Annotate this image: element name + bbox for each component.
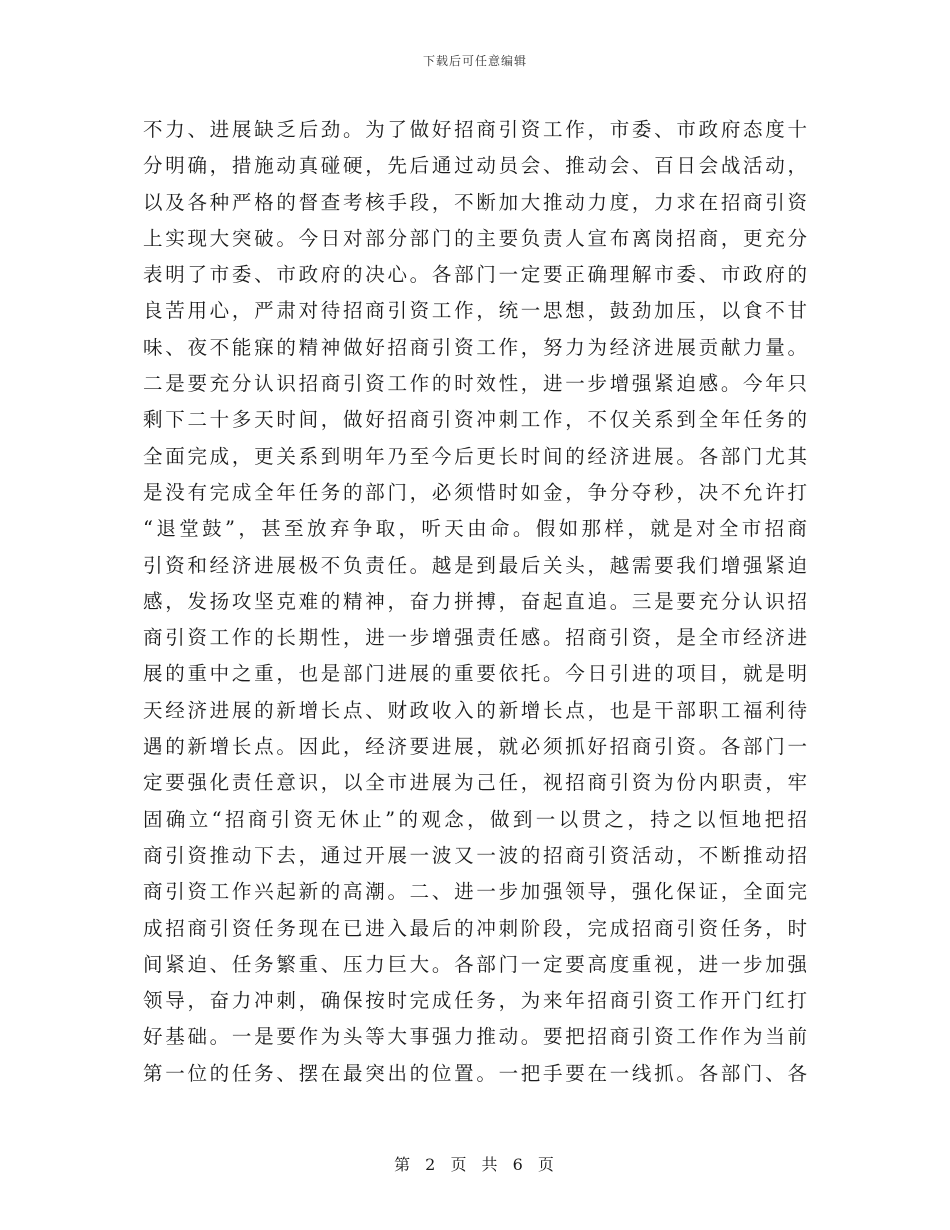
text-line: 以及各种严格的督查考核手段，不断加大推动力度，力求在招商引资 bbox=[143, 190, 807, 214]
text-line: 第一位的任务、摆在最突出的位置。一把手要在一线抓。各部门、各 bbox=[143, 1061, 807, 1085]
text-line: 良苦用心，严肃对待招商引资工作，统一思想，鼓劲加压，以食不甘 bbox=[143, 299, 807, 323]
text-line: 商引资推动下去，通过开展一波又一波的招商引资活动，不断推动招 bbox=[143, 843, 807, 867]
text-line: 展的重中之重，也是部门进展的重要依托。今日引进的项目，就是明 bbox=[143, 662, 807, 686]
text-line: 味、夜不能寐的精神做好招商引资工作，努力为经济进展贡献力量。 bbox=[143, 335, 807, 359]
text-line: 领导，奋力冲刺，确保按时完成任务，为来年招商引资工作开门红打 bbox=[143, 989, 807, 1013]
document-body bbox=[143, 112, 807, 1092]
text-line: 间紧迫、任务繁重、压力巨大。各部门一定要高度重视，进一步加强 bbox=[143, 952, 807, 976]
text-line: “退堂鼓”，甚至放弃争取，听天由命。假如那样，就是对全市招商 bbox=[143, 517, 807, 541]
text-line: 表明了市委、市政府的决心。各部门一定要正确理解市委、市政府的 bbox=[143, 263, 807, 287]
text-line: 上实现大突破。今日对部分部门的主要负责人宣布离岗招商，更充分 bbox=[143, 226, 807, 250]
text-line: 剩下二十多天时间，做好招商引资冲刺工作，不仅关系到全年任务的 bbox=[143, 408, 807, 432]
text-line: 固确立“招商引资无休止”的观念，做到一以贯之，持之以恒地把招 bbox=[143, 807, 807, 831]
text-line: 定要强化责任意识，以全市进展为己任，视招商引资为份内职责，牢 bbox=[143, 771, 807, 795]
text-line: 二是要充分认识招商引资工作的时效性，进一步增强紧迫感。今年只 bbox=[143, 372, 807, 396]
text-line: 好基础。一是要作为头等大事强力推动。要把招商引资工作作为当前 bbox=[143, 1025, 807, 1049]
text-line: 商引资工作兴起新的高潮。二、进一步加强领导，强化保证，全面完 bbox=[143, 880, 807, 904]
page-number: 第 2 页 共 6 页 bbox=[394, 1155, 556, 1174]
text-line: 天经济进展的新增长点、财政收入的新增长点，也是干部职工福利待 bbox=[143, 698, 807, 722]
text-line: 全面完成，更关系到明年乃至今后更长时间的经济进展。各部门尤其 bbox=[143, 444, 807, 468]
page-header: 下载后可任意编辑 bbox=[422, 54, 527, 68]
text-line: 遇的新增长点。因此，经济要进展，就必须抓好招商引资。各部门一 bbox=[143, 735, 807, 759]
text-line: 分明确，措施动真碰硬，先后通过动员会、推动会、百日会战活动， bbox=[143, 154, 807, 178]
text-line: 是没有完成全年任务的部门，必须惜时如金，争分夺秒，决不允许打 bbox=[143, 480, 807, 504]
text-line: 不力、进展缺乏后劲。为了做好招商引资工作，市委、市政府态度十 bbox=[143, 118, 807, 141]
text-line: 商引资工作的长期性，进一步增强责任感。招商引资，是全市经济进 bbox=[143, 626, 807, 650]
text-line: 成招商引资任务现在已进入最后的冲刺阶段，完成招商引资任务，时 bbox=[143, 916, 807, 940]
text-line: 感，发扬攻坚克难的精神，奋力拼搏，奋起直追。三是要充分认识招 bbox=[143, 589, 807, 613]
text-line: 引资和经济进展极不负责任。越是到最后关头，越需要我们增强紧迫 bbox=[143, 553, 807, 577]
